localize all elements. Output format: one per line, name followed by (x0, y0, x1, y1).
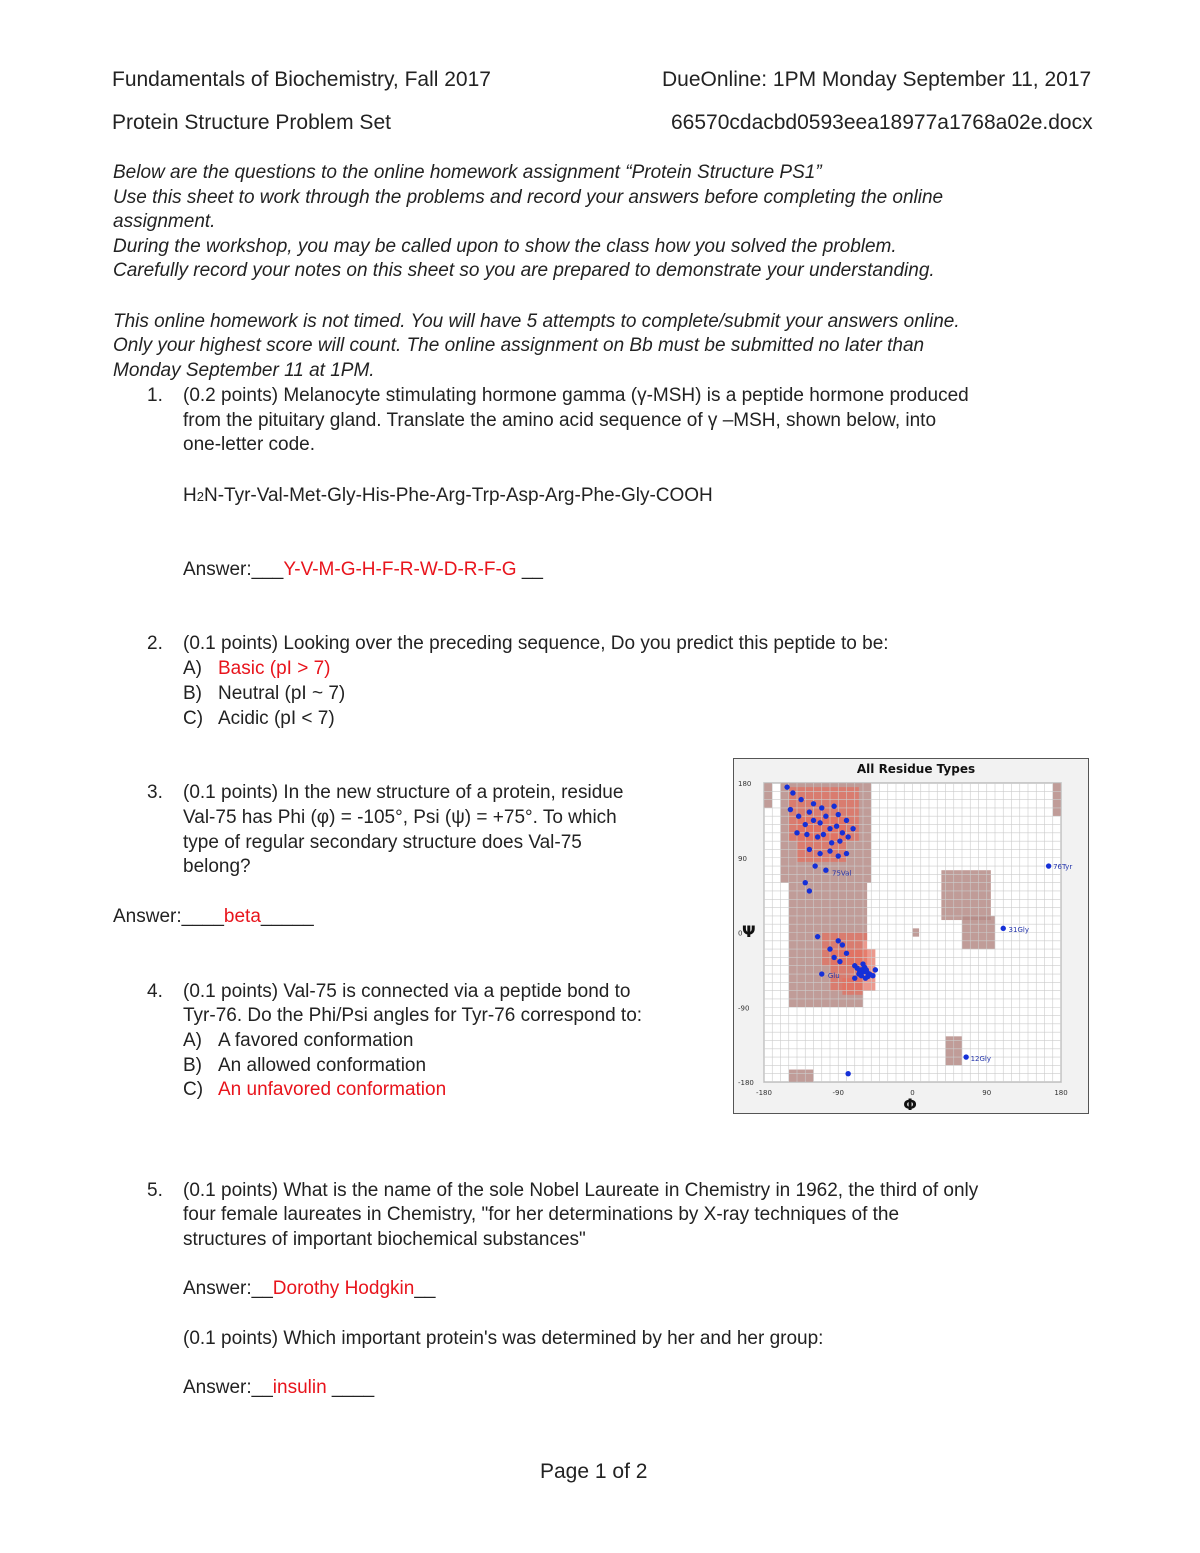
allowed-region (789, 883, 867, 941)
labeled-point (963, 1054, 968, 1059)
question-text: one-letter code. (183, 434, 316, 455)
data-point (873, 967, 878, 972)
option-c: Acidic (pI < 7) (218, 708, 335, 729)
data-point (794, 830, 799, 835)
option-b-label: B) (183, 1055, 202, 1076)
question-text: structures of important biochemical substances" (183, 1229, 586, 1250)
question-text: Val-75 has Phi (φ) = -105°, Psi (ψ) = +75°. To which (183, 807, 617, 828)
answer-line: Answer:__insulin ____ (183, 1377, 375, 1398)
ramachandran-plot (733, 758, 1089, 1114)
option-a-label: A) (183, 658, 202, 679)
question-text: belong? (183, 856, 251, 877)
allowed-region (789, 1070, 814, 1082)
question-number: 1. (147, 385, 163, 406)
course-title: Fundamentals of Biochemistry, Fall 2017 (112, 68, 491, 91)
y-tick-label: 0 (738, 929, 743, 938)
x-tick-label: -90 (832, 1089, 844, 1097)
data-point (840, 942, 845, 947)
question-text: (0.1 points) Val-75 is connected via a peptide bond to (183, 981, 631, 1002)
y-tick-label: -90 (738, 1004, 750, 1013)
option-c-label: C) (183, 708, 204, 729)
data-point (836, 938, 841, 943)
answer-line: Answer:____beta_____ (113, 906, 314, 927)
data-point (844, 951, 849, 956)
data-point (819, 805, 824, 810)
data-point (840, 830, 845, 835)
ramachandran-svg (734, 759, 1088, 1113)
point-label: Glu (827, 971, 840, 980)
data-point (784, 784, 789, 789)
intro-line: assignment. (113, 211, 216, 232)
amino-acid-sequence: H2N-Tyr-Val-Met-Gly-His-Phe-Arg-Trp-Asp-Arg-Phe-Gly-COOH (183, 485, 713, 506)
option-b: An allowed conformation (218, 1055, 427, 1076)
data-point (815, 834, 820, 839)
intro-line: Monday September 11 at 1PM. (113, 360, 375, 381)
data-point (837, 838, 842, 843)
data-point (827, 826, 832, 831)
data-point (817, 820, 822, 825)
answer-value: insulin (272, 1377, 327, 1398)
option-a: Basic (pI > 7) (218, 658, 331, 679)
document-title: Protein Structure Problem Set (112, 111, 391, 134)
data-point (798, 797, 803, 802)
allowed-region (764, 783, 772, 808)
option-a-label: A) (183, 1030, 202, 1051)
y-tick-label: -180 (738, 1079, 754, 1087)
labeled-point (1001, 926, 1006, 931)
data-point (870, 973, 875, 978)
question-number: 2. (147, 633, 163, 654)
y-tick-label: 90 (738, 854, 747, 863)
question-number: 3. (147, 782, 163, 803)
data-point (836, 853, 841, 858)
answer-line: Answer:___Y-V-M-G-H-F-R-W-D-R-F-G __ (183, 559, 543, 580)
x-tick-label: -180 (756, 1089, 772, 1097)
data-point (811, 801, 816, 806)
data-point (788, 807, 793, 812)
data-point (823, 814, 828, 819)
data-point (844, 818, 849, 823)
data-point (845, 834, 850, 839)
data-point (860, 961, 865, 966)
question-text: (0.1 points) In the new structure of a protein, residue (183, 782, 624, 803)
due-date: DueOnline: 1PM Monday September 11, 2017 (662, 68, 1092, 91)
option-b: Neutral (pI ~ 7) (218, 683, 346, 704)
question-text: type of regular secondary structure does Val-75 (183, 832, 582, 853)
intro-line: During the workshop, you may be called upon to show the class how you solved the problem. (113, 236, 897, 257)
data-point (837, 959, 842, 964)
page-number: Page 1 of 2 (540, 1460, 648, 1483)
question-number: 4. (147, 981, 163, 1002)
data-point (834, 823, 839, 828)
option-c: An unfavored conformation (218, 1079, 447, 1100)
point-label: 76Tyr (1053, 863, 1073, 872)
data-point (803, 880, 808, 885)
favored-region (842, 978, 863, 995)
option-a: A favored conformation (218, 1030, 414, 1051)
data-point (845, 1071, 850, 1076)
question-number: 5. (147, 1180, 163, 1201)
data-point (852, 975, 857, 980)
labeled-point (823, 868, 828, 873)
data-point (817, 851, 822, 856)
intro-line: Carefully record your notes on this sheet so you are prepared to demonstrate your understanding. (113, 260, 935, 281)
y-tick-label: 180 (738, 780, 752, 788)
answer-value: Dorothy Hodgkin (272, 1278, 415, 1299)
labeled-point (819, 971, 824, 976)
data-point (807, 888, 812, 893)
point-label: 75Val (832, 869, 852, 878)
point-label: 31Gly (1008, 926, 1029, 935)
plot-xlabel: Φ (903, 1095, 917, 1113)
option-b-label: B) (183, 683, 202, 704)
question-text: Tyr-76. Do the Phi/Psi angles for Tyr-76 correspond to: (183, 1005, 643, 1026)
x-tick-label: 180 (1054, 1089, 1068, 1097)
data-point (812, 863, 817, 868)
point-label: 12Gly (970, 1054, 992, 1063)
labeled-point (1046, 863, 1051, 868)
intro-line: Use this sheet to work through the problems and record your answers before completing the online (113, 187, 944, 208)
data-point (807, 847, 812, 852)
data-point (844, 851, 849, 856)
data-point (831, 804, 836, 809)
answer-value: beta (223, 906, 261, 927)
data-point (821, 832, 826, 837)
x-tick-label: 0 (910, 1089, 915, 1097)
question-text: from the pituitary gland. Translate the amino acid sequence of γ –MSH, shown below, into (183, 410, 937, 431)
data-point (865, 974, 870, 979)
file-name: 66570cdacbd0593eea18977a1768a02e.docx (671, 111, 1093, 134)
data-point (796, 814, 801, 819)
question-text: four female laureates in Chemistry, "for her determinations by X-ray techniques of the (183, 1204, 900, 1225)
data-point (790, 790, 795, 795)
data-point (811, 818, 816, 823)
data-point (807, 809, 812, 814)
answer-value: Y-V-M-G-H-F-R-W-D-R-F-G (283, 559, 517, 580)
question-text: (0.1 points) What is the name of the sole Nobel Laureate in Chemistry in 1962, the third of only (183, 1180, 979, 1201)
question-text: (0.1 points) Which important protein's was determined by her and her group: (183, 1328, 824, 1349)
data-point (827, 946, 832, 951)
data-point (836, 812, 841, 817)
data-point (803, 822, 808, 827)
intro-line: This online homework is not timed. You will have 5 attempts to complete/submit your answers online. (113, 311, 960, 332)
data-point (850, 826, 855, 831)
data-point (827, 848, 832, 853)
data-point (831, 955, 836, 960)
allowed-region (941, 870, 991, 920)
data-point (829, 840, 834, 845)
intro-line: Only your highest score will count. The online assignment on Bb must be submitted no later than (113, 335, 925, 356)
data-point (864, 967, 869, 972)
data-point (804, 832, 809, 837)
question-text: (0.2 points) Melanocyte stimulating hormone gamma (γ-MSH) is a peptide hormone produced (183, 385, 969, 406)
option-c-label: C) (183, 1079, 204, 1100)
question-text: (0.1 points) Looking over the preceding sequence, Do you predict this peptide to be: (183, 633, 889, 654)
plot-title: All Residue Types (856, 762, 976, 776)
intro-line: Below are the questions to the online homework assignment “Protein Structure PS1” (113, 162, 822, 183)
x-tick-label: 90 (982, 1089, 992, 1097)
plot-ylabel: Ψ (742, 922, 756, 941)
answer-line: Answer:__Dorothy Hodgkin__ (183, 1278, 436, 1299)
data-point (815, 934, 820, 939)
